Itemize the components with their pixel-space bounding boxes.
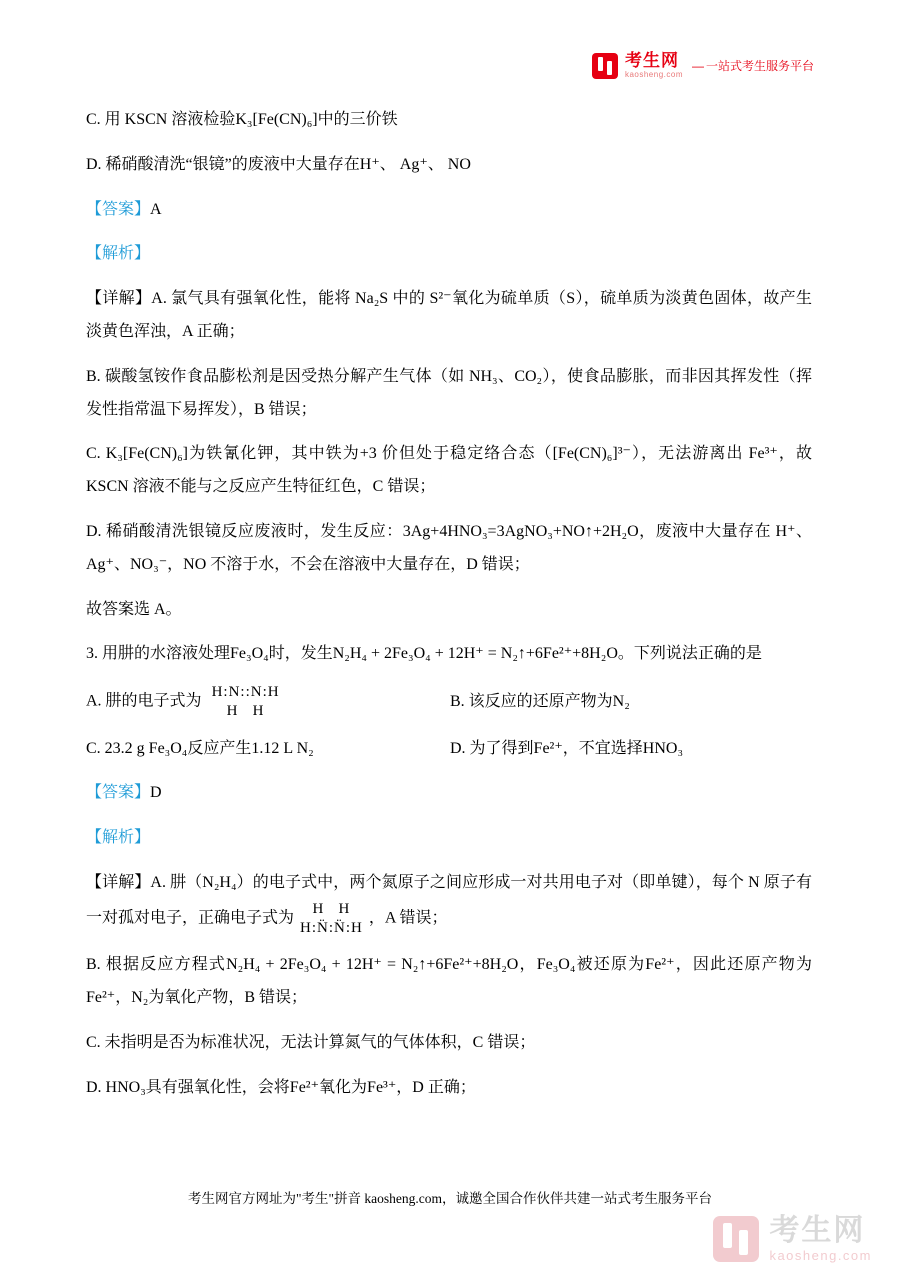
- logo-bar-left: [598, 57, 603, 71]
- lewis-line: H:N̈:N̈:H: [300, 919, 363, 936]
- q3-option-c: C. 23.2 g Fe₃O₄反应产生1.12 L N₂: [86, 739, 314, 757]
- q2-answer-line: [86, 194, 812, 227]
- analysis-label: 【解析】: [86, 829, 151, 847]
- logo-bar-right: [607, 61, 612, 75]
- kaosheng-watermark-icon: [713, 1216, 759, 1262]
- footer-text: 考生网官方网址为"考生"拼音 kaosheng.com，诚邀全国合作伙伴共建一站式考生服务平台: [187, 1191, 712, 1206]
- kaosheng-watermark: [713, 1215, 872, 1263]
- q2-conclusion: 故答案选 A。: [86, 600, 182, 618]
- brand-header: [592, 52, 814, 79]
- q3-detail-a-text-post: ，A 错误；: [368, 909, 448, 927]
- q2-detail-c: C. K₃[Fe(CN)₆]为铁氰化钾，其中铁为+3 价但处于稳定络合态（[Fe(CN)₆]³⁻），无法游离出 Fe³⁺，故 KSCN 溶液不能与之反应产生特征红色，C 错误；: [86, 445, 812, 496]
- brand-text-block: [625, 52, 683, 79]
- q3-option-a-text: A. 肼的电子式为: [86, 692, 202, 710]
- lewis-line: H:N::N:H: [211, 684, 280, 701]
- answer-label: 【答案】: [86, 784, 151, 802]
- q3-detail-a-text-pre: A. 肼（N₂H₄）的电子式中，两个氮原子之间应形成一对共用电子对（即单键），每个 N 原子有一对孤对电子，正确电子式为: [86, 874, 812, 927]
- watermark-bar-right: [739, 1230, 748, 1255]
- brand-tagline: [692, 57, 814, 74]
- watermark-domain: kaosheng.com: [769, 1248, 872, 1264]
- watermark-brand: 考生网: [769, 1213, 866, 1247]
- q3-detail-d: D. HNO₃具有强氧化性，会将Fe²⁺氧化为Fe³⁺，D 正确；: [86, 1078, 476, 1096]
- q3-detail-a: [86, 867, 812, 937]
- lewis-structure-hydrazine-wrong: [212, 683, 280, 721]
- answer-label: 【答案】: [86, 200, 151, 218]
- brand-domain: kaosheng.com: [624, 70, 683, 79]
- q3-answer-value: D: [150, 784, 162, 802]
- q3-analysis-line: [86, 822, 812, 855]
- brand-name: 考生网: [624, 51, 679, 70]
- q2-detail-b: B. 碳酸氢铵作食品膨松剂是因受热分解产生气体（如 NH₃、CO₂），使食品膨胀，而非因其挥发性（挥发性指常温下易挥发），B 错误；: [86, 367, 812, 418]
- lewis-line: H H: [226, 702, 265, 719]
- document-body: [86, 104, 812, 1117]
- q2-option-c: C. 用 KSCN 溶液检验K₃[Fe(CN)₆]中的三价铁: [86, 111, 398, 128]
- q3-option-a: [86, 683, 450, 721]
- page-footer: [0, 1187, 900, 1207]
- q2-analysis-line: [86, 238, 812, 271]
- q3-options-row-ab: [86, 683, 812, 721]
- q3-options-row-cd: [86, 733, 812, 766]
- detail-label: 【详解】: [86, 874, 151, 892]
- q3-detail-b: B. 根据反应方程式N₂H₄ + 2Fe₃O₄ + 12H⁺ = N₂↑+6Fe²⁺+8H₂O，Fe₃O₄被还原为Fe²⁺，因此还原产物为Fe²⁺，N₂为氧化产物，B 错误；: [86, 956, 812, 1007]
- q2-option-d: D. 稀硝酸清洗“银镜”的废液中大量存在H⁺、 Ag⁺、 NO: [86, 155, 471, 173]
- tagline-dash: —: [691, 58, 704, 73]
- watermark-bar-left: [723, 1223, 732, 1248]
- q3-option-b: B. 该反应的还原产物为N₂: [450, 692, 630, 710]
- q2-detail-a: [86, 283, 812, 349]
- detail-label: 【详解】: [86, 290, 152, 308]
- q3-stem: 3. 用肼的水溶液处理Fe₃O₄时，发生N₂H₄ + 2Fe₃O₄ + 12H⁺ = N₂↑+6Fe²⁺+8H₂O。下列说法正确的是: [86, 645, 762, 663]
- lewis-line: H H: [312, 900, 351, 917]
- q2-detail-d: D. 稀硝酸清洗银镜反应废液时，发生反应：3Ag+4HNO₃=3AgNO₃+NO↑+2H₂O，废液中大量存在 H⁺、Ag⁺、NO₃⁻，NO 不溶于水，不会在溶液中大量存在，D 错误；: [86, 522, 812, 573]
- q3-option-d: D. 为了得到Fe²⁺，不宜选择HNO₃: [450, 739, 684, 757]
- q2-detail-a-text: A. 氯气具有强氧化性，能将 Na₂S 中的 S²⁻氧化为硫单质（S），硫单质为淡黄色固体，故产生淡黄色浑浊，A 正确；: [86, 290, 812, 340]
- tagline-text: 一站式考生服务平台: [705, 59, 814, 73]
- kaosheng-logo-icon: [592, 53, 618, 79]
- watermark-text-block: [769, 1215, 872, 1263]
- q3-detail-c: C. 未指明是否为标准状况，无法计算氮气的气体体积，C 错误；: [86, 1033, 536, 1051]
- analysis-label: 【解析】: [86, 245, 151, 263]
- lewis-structure-hydrazine-correct: [300, 900, 363, 938]
- q2-answer-value: A: [150, 200, 162, 218]
- q3-answer-line: [86, 777, 812, 810]
